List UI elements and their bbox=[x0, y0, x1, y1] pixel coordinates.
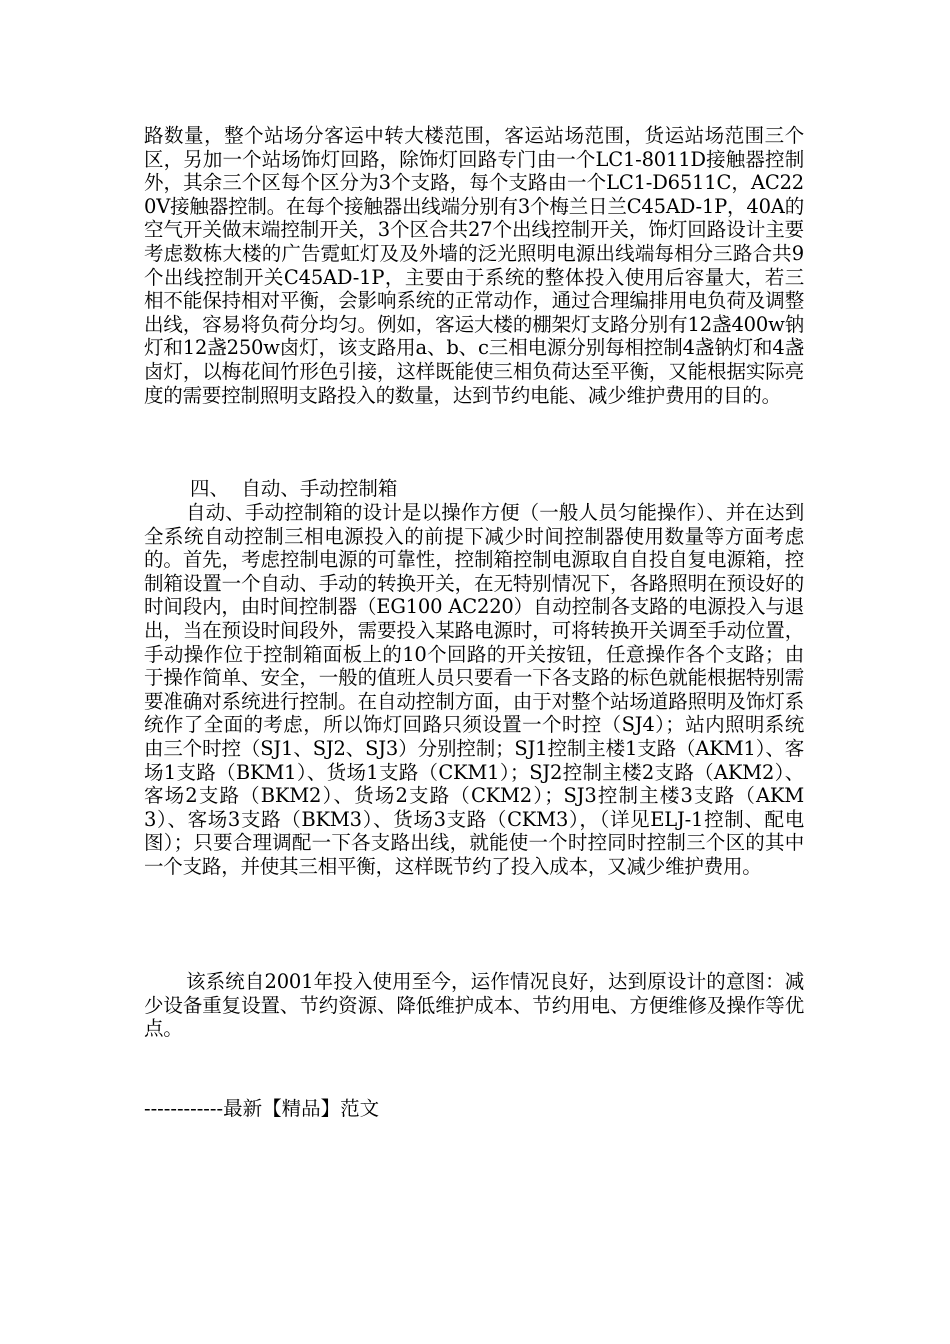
section-heading: 四、 自动、手动控制箱 bbox=[190, 477, 398, 500]
body-paragraph-2: 自动、手动控制箱的设计是以操作方便（一般人员匀能操作）、并在达到全系统自动控制三相电源投入的前提下减少时间控制器使用数量等方面考虑的。首先，考虑控制电源的可靠性，控制箱控制电源取自自投自复电源箱，控制箱设置一个自动、手动的转换开关，在无特别情况下，各路照明在预设好的时间段内，由时间控制器（EG100 AC220）自动控制各支路的电源投入与退出，当在预设时间段外，需要投入某路电源时，可将转换开关调至手动位置，手动操作位于控制箱面板上的10个回路的开关按钮，任意操作各个支路；由于操作简单、安全，一般的值班人员只要看一下各支路的标色就能根据特别需要准确对系统进行控制。在自动控制方面，由于对整个站场道路照明及饰灯系统作了全面的考虑，所以饰灯回路只须设置一个时控（SJ4）；站内照明系统由三个时控（SJ1、SJ2、SJ3）分别控制；SJ1控制主楼1支路（AKM1）、客场1支路（BKM1）、货场1支路（CKM1）；SJ2控制主楼2支路（AKM2）、客场2支路（BKM2）、货场2支路（CKM2）；SJ3控制主楼3支路（AKM3）、客场3支路（BKM3）、货场3支路（CKM3），（详见ELJ-1控制、配电图）；只要合理调配一下各支路出线，就能使一个时控同时控制三个区的其中一个支路，并使其三相平衡，这样既节约了投入成本，又减少维护费用。 bbox=[144, 501, 804, 878]
body-paragraph-3: 该系统自2001年投入使用至今，运作情况良好，达到原设计的意图：减少设备重复设置、节约资源、降低维护成本、节约用电、方便维修及操作等优点。 bbox=[144, 970, 804, 1041]
footer-text: ------------最新【精品】范文 bbox=[144, 1097, 380, 1120]
body-paragraph-1: 路数量，整个站场分客运中转大楼范围，客运站场范围，货运站场范围三个区，另加一个站场饰灯回路，除饰灯回路专门由一个LC1-8011D接触器控制外，其余三个区每个区分为3个支路，每个支路由一个LC1-D6511C，AC220V接触器控制。在每个接触器出线端分别有3个梅兰日兰C45AD-1P，40A的空气开关做末端控制开关，3个区合共27个出线控制开关，饰灯回路设计主要考虑数栋大楼的广告霓虹灯及及外墙的泛光照明电源出线端每相分三路合共9个出线控制开关C45AD-1P，主要由于系统的整体投入使用后容量大，若三相不能保持相对平衡，会影响系统的正常动作，通过合理编排用电负荷及调整出线，容易将负荷分均匀。例如，客运大楼的棚架灯支路分别有12盏400w钠灯和12盏250w卤灯，该支路用a、b、c三相电源分别每相控制4盏钠灯和4盏卤灯，以梅花间竹形色引接，这样既能使三相负荷达至平衡，又能根据实际亮度的需要控制照明支路投入的数量，达到节约电能、减少维护费用的目的。 bbox=[144, 124, 804, 407]
